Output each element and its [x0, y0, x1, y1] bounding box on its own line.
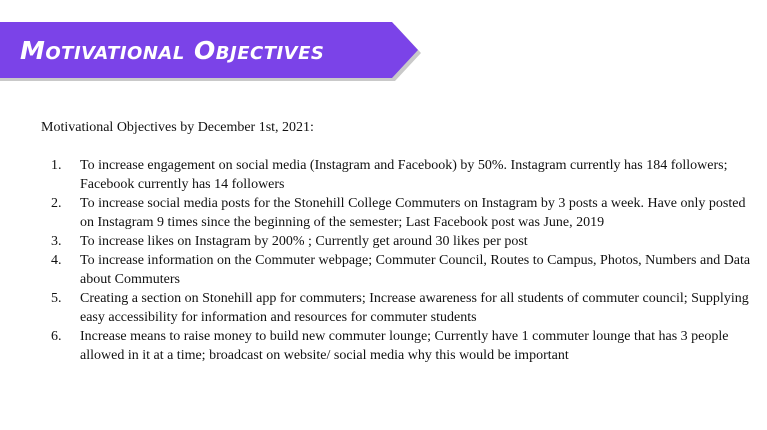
slide-title: Motivational Objectives — [20, 36, 325, 65]
objective-item — [41, 194, 751, 232]
objective-number: 1. — [51, 158, 62, 173]
objective-item — [41, 156, 751, 194]
objective-text: To increase engagement on social media (Instagram and Facebook) by 50%. Instagram currently has 184 followers; Facebook currently has 14 followers — [80, 158, 728, 192]
objective-item — [41, 251, 751, 289]
objective-text: Increase means to raise money to build new commuter lounge; Currently have 1 commuter lounge that has 3 people allowed in it at a time; broadcast on website/ social media why this would be important — [80, 329, 729, 363]
objective-number: 6. — [51, 329, 62, 344]
intro-text: Motivational Objectives by December 1st, 2021: — [41, 120, 314, 135]
objective-item — [41, 289, 751, 327]
objective-text: Creating a section on Stonehill app for commuters; Increase awareness for all students of commuter council; Supplying easy accessibility for information and resources for commuter students — [80, 291, 749, 325]
slide-body — [41, 118, 751, 365]
objectives-list — [41, 156, 751, 365]
objective-item — [41, 327, 751, 365]
objective-text: To increase social media posts for the Stonehill College Commuters on Instagram by 3 posts a week. Have only posted on Instagram 9 times since the beginning of the semester; Last Facebook post was June, 2019 — [80, 196, 746, 230]
title-banner — [0, 22, 420, 78]
objective-number: 4. — [51, 253, 62, 268]
objective-text: To increase information on the Commuter webpage; Commuter Council, Routes to Campus, Photos, Numbers and Data about Commuters — [80, 253, 751, 287]
objective-number: 2. — [51, 196, 62, 211]
objective-item — [41, 232, 751, 251]
objective-number: 3. — [51, 234, 62, 249]
objective-text: To increase likes on Instagram by 200% ; Currently get around 30 likes per post — [80, 234, 528, 249]
objective-number: 5. — [51, 291, 62, 306]
